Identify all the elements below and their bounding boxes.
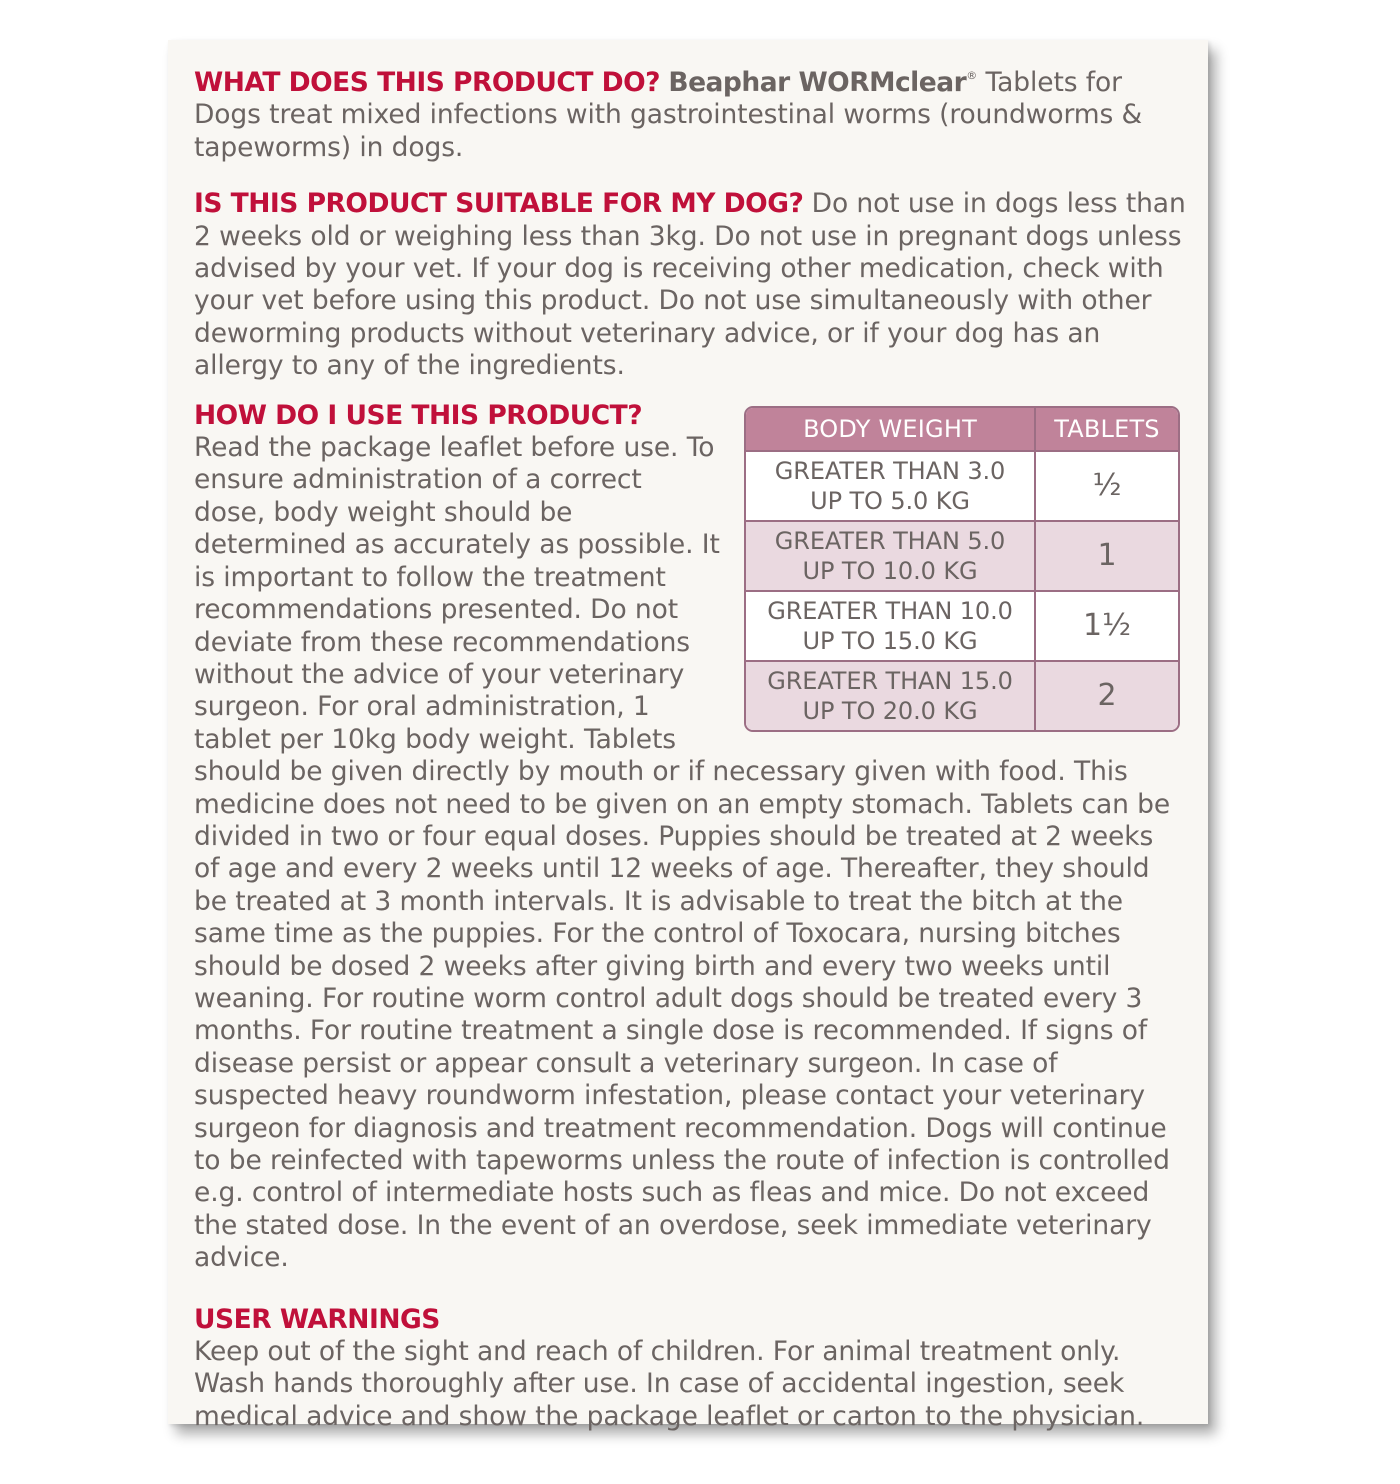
- weight-cell: [746, 521, 1035, 591]
- weight-line-1: GREATER THAN 10.0: [767, 596, 1013, 625]
- weight-line-2: UP TO 10.0 KG: [802, 556, 978, 585]
- header-body-weight: BODY WEIGHT: [746, 408, 1035, 451]
- text-what: Tablets for Dogs treat mixed infections with gastrointestinal worms (roundworms & tapeworms) in dogs.: [194, 67, 1143, 163]
- heading-warnings: USER WARNINGS: [194, 1303, 440, 1335]
- leaflet-card: [168, 40, 1208, 1432]
- weight-line-2: UP TO 15.0 KG: [802, 626, 978, 655]
- dose-table-header-row: [746, 408, 1178, 451]
- weight-line-1: GREATER THAN 15.0: [767, 666, 1013, 695]
- section-suitable: [194, 188, 1186, 382]
- registered-mark: ®: [966, 69, 978, 82]
- weight-line-1: GREATER THAN 3.0: [774, 456, 1006, 485]
- weight-line-1: GREATER THAN 5.0: [774, 526, 1006, 555]
- weight-line-2: UP TO 5.0 KG: [810, 486, 970, 515]
- dose-table-row: [746, 591, 1178, 661]
- tablets-cell: 1½: [1035, 591, 1178, 661]
- dose-table-row: [746, 661, 1178, 730]
- section-how: [194, 400, 1186, 1275]
- weight-cell: [746, 591, 1035, 661]
- tablets-cell: 2: [1035, 661, 1178, 730]
- heading-suitable: IS THIS PRODUCT SUITABLE FOR MY DOG?: [194, 188, 804, 220]
- how-paragraph-1: Read the package leaflet before use. To ensure administration of a correct dose, body weight should be determined as accurately as possible. It is important to follow the treatment recommendations presented. Do not deviate from these recommendations without the advice of your veterinary surgeon. For oral administration,: [194, 432, 720, 723]
- how-paragraph-3: It is advisable to treat the bitch at the same time as the puppies. For the control of Toxocara, nursing bitches should be dosed 2 weeks after giving birth and every two weeks until weaning. For routine worm control adult dogs should be treated every 3 months. For routine treatment a single dose is recommended. If signs of disease persist or appear consult a veterinary surgeon. In case of suspected heavy roundworm infestation, please contact your veterinary surgeon for diagnosis and treatment recommendation. Dogs will continue to be reinfected with tapeworms unless the route of infection is controlled e.g. control of intermediate hosts such as fleas and mice. Do not exceed the stated dose. In the event of an overdose, seek immediate veterinary advice.: [194, 885, 1170, 1274]
- weight-cell: [746, 451, 1035, 521]
- section-what: [194, 67, 1186, 164]
- header-tablets: TABLETS: [1035, 408, 1178, 451]
- how-paragraph-2: 1 tablet per 10kg body weight. Tablets should be given directly by mouth or if necessary given with food. This medicine does not need to be given on an empty stomach. Tablets can be divided in two or four equal doses. Puppies should be treated at 2 weeks of age and every 2 weeks until 12 weeks of age. Thereafter, they should be treated at 3 month intervals.: [194, 691, 1171, 917]
- brand-name: Beaphar WORMclear: [668, 67, 967, 98]
- dose-table-row: [746, 451, 1178, 521]
- heading-how: HOW DO I USE THIS PRODUCT?: [194, 399, 643, 431]
- text-suitable: Do not use in dogs less than 2 weeks old or weighing less than 3kg. Do not use in pregnant dogs unless advised by your vet. If your dog is receiving other medication, check with your vet before using this product. Do not use simultaneously with other deworming products without veterinary advice, or if your dog has an allergy to any of the ingredients.: [194, 188, 1186, 382]
- dose-table-row: [746, 521, 1178, 591]
- section-warnings: [194, 1304, 1186, 1434]
- heading-what: WHAT DOES THIS PRODUCT DO?: [194, 67, 661, 98]
- dose-table: [746, 408, 1178, 730]
- leaflet-content: [194, 67, 1186, 1433]
- tablets-cell: 1: [1035, 521, 1178, 591]
- weight-cell: [746, 661, 1035, 730]
- text-warnings: Keep out of the sight and reach of children. For animal treatment only. Wash hands thoroughly after use. In case of accidental ingestion, seek medical advice and show the package leaflet or carton to the physician.: [194, 1336, 1145, 1432]
- tablets-cell: ½: [1035, 451, 1178, 521]
- dose-table-container: [744, 406, 1180, 732]
- weight-line-2: UP TO 20.0 KG: [802, 696, 978, 725]
